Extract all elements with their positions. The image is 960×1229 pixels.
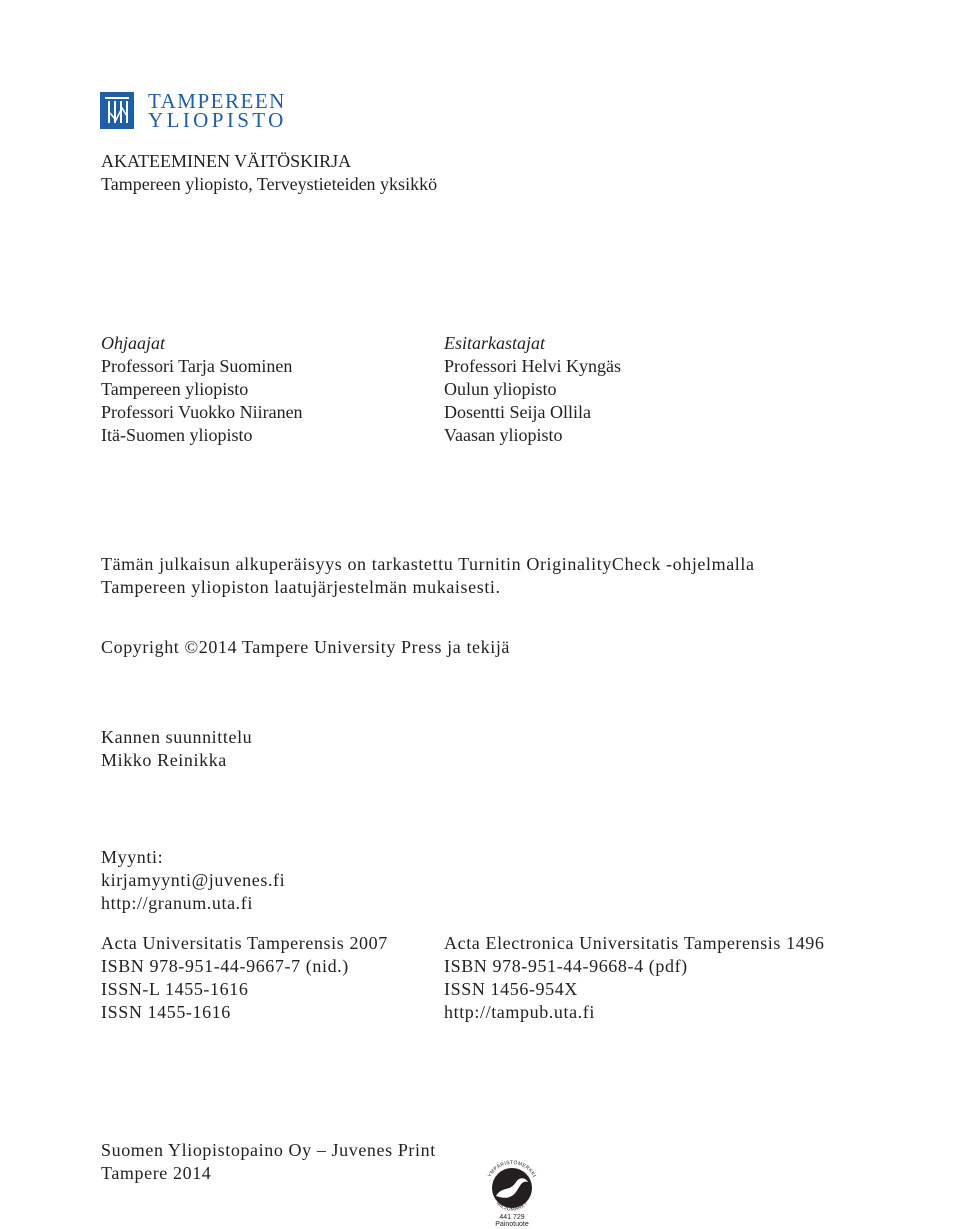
thesis-header	[101, 150, 437, 196]
sales-email-link[interactable]: kirjamyynti@juvenes.fi	[101, 870, 286, 890]
thesis-type: AKATEEMINEN VÄITÖSKIRJA	[101, 151, 352, 171]
examiner-line: Professori Helvi Kyngäs	[444, 356, 621, 376]
eco-bottom-text: MILJÖMÄRKT	[494, 1200, 530, 1213]
print-edition-block	[101, 932, 388, 1024]
examiner-line: Vaasan yliopisto	[444, 425, 563, 445]
originality-line: Tampereen yliopiston laatujärjestelmän mukaisesti.	[101, 577, 501, 597]
supervisors-block	[101, 332, 303, 447]
printer-block	[101, 1139, 436, 1185]
eco-label	[480, 1156, 544, 1228]
logo-line-1: TAMPEREEN	[148, 89, 286, 113]
supervisor-line: Professori Tarja Suominen	[101, 356, 293, 376]
tampub-link[interactable]: http://tampub.uta.fi	[444, 1002, 595, 1022]
isbn-pdf: ISBN 978-951-44-9668-4 (pdf)	[444, 956, 688, 976]
supervisor-line: Tampereen yliopisto	[101, 379, 249, 399]
copyright-notice: Copyright ©2014 Tampere University Press ja tekijä	[101, 637, 511, 657]
supervisor-line: Itä-Suomen yliopisto	[101, 425, 253, 445]
issn-electronic: ISSN 1456-954X	[444, 979, 578, 999]
printer-place-year: Tampere 2014	[101, 1163, 212, 1183]
examiners-heading: Esitarkastajat	[444, 333, 546, 353]
examiners-block	[444, 332, 621, 447]
printer-name: Suomen Yliopistopaino Oy – Juvenes Print	[101, 1140, 436, 1160]
examiner-line: Dosentti Seija Ollila	[444, 402, 591, 422]
supervisor-line: Professori Vuokko Niiranen	[101, 402, 303, 422]
thesis-unit: Tampereen yliopisto, Terveystieteiden yksikkö	[101, 174, 438, 194]
university-logo-text	[148, 89, 287, 132]
series-name: Acta Universitatis Tamperensis 2007	[101, 933, 388, 953]
cover-designer-name: Mikko Reinikka	[101, 750, 227, 770]
isbn-print: ISBN 978-951-44-9667-7 (nid.)	[101, 956, 349, 976]
nordic-swan-icon	[480, 1156, 544, 1214]
examiner-line: Oulun yliopisto	[444, 379, 557, 399]
issn-print: ISSN 1455-1616	[101, 1002, 231, 1022]
electronic-series-name: Acta Electronica Universitatis Tamperensis 1496	[444, 933, 825, 953]
originality-statement	[101, 553, 755, 599]
cover-design-block	[101, 726, 252, 772]
originality-line: Tämän julkaisun alkuperäisyys on tarkastettu Turnitin OriginalityCheck -ohjelmalla	[101, 554, 755, 574]
sales-label: Myynti:	[101, 847, 164, 867]
eco-top-text: YMPÄRISTÖMERKKI	[486, 1159, 538, 1179]
logo-line-2: YLIOPISTO	[148, 108, 287, 132]
sales-block	[101, 846, 285, 915]
eco-label-text	[480, 1214, 544, 1228]
electronic-edition-block	[444, 932, 825, 1024]
university-logo-icon	[100, 92, 134, 129]
issn-l: ISSN-L 1455-1616	[101, 979, 249, 999]
cover-design-label: Kannen suunnittelu	[101, 727, 253, 747]
sales-url-link[interactable]: http://granum.uta.fi	[101, 893, 253, 913]
eco-caption: Painotuote	[495, 1221, 529, 1228]
eco-license-number: 441 729	[499, 1214, 525, 1221]
supervisors-heading: Ohjaajat	[101, 333, 166, 353]
